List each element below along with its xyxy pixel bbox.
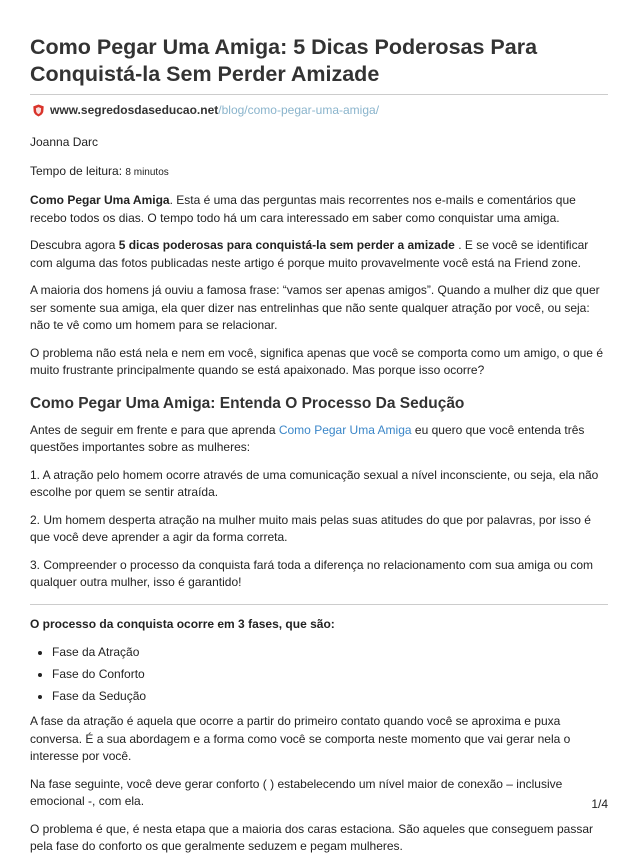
phases-title: O processo da conquista ocorre em 3 fases, que são: (30, 616, 335, 631)
reading-time-label: Tempo de leitura: (30, 163, 123, 178)
paragraph-5 (30, 422, 608, 457)
list-item: • Fase da Atração (52, 643, 608, 661)
p2-before: Descubra agora (30, 238, 119, 252)
source-domain[interactable]: www.segredosdaseducao.net (50, 103, 219, 117)
source-path[interactable]: /blog/como-pegar-uma-amiga/ (218, 103, 380, 117)
p5-before: Antes de seguir em frente e para que aprenda (30, 422, 279, 437)
list-item: • Fase da Sedução (52, 687, 608, 705)
p5-after: eu quero que você entenda três questões importantes sobre as mulheres: (30, 422, 585, 454)
reading-time (30, 163, 608, 182)
point-1: 1. A atração pelo homem ocorre através de uma comunicação sexual a nível inconsciente, ou seja, ela não escolhe por quem se sentir atraída. (30, 467, 599, 499)
paragraph-4: O problema não está nela e nem em você, significa apenas que você se comporta como um amigo, o que é muito frustrante principalmente quando se está apaixonado. Mas porque isso ocorre? (30, 345, 603, 377)
p2-after: . E se você se identificar com alguma das fotos publicadas neste artigo é porque muito provavelmente você está na Friend zone. (30, 238, 589, 270)
document-page (30, 34, 608, 856)
paragraph-3: A maioria dos homens já ouviu a famosa frase: “vamos ser apenas amigos”. Quando a mulher diz que quer ser somente sua amiga, ela quer dizer nas entrelinhas que não sente qualquer atração por você, ou seja: não te vê como um homem para se relacionar. (30, 283, 600, 332)
list-item: • Fase do Conforto (52, 665, 608, 683)
divider (30, 604, 608, 605)
paragraph-2 (30, 237, 608, 272)
article-title: Como Pegar Uma Amiga: 5 Dicas Poderosas Para Conquistá-la Sem Perder Amizade (30, 35, 538, 86)
intro-rest: . Esta é uma das perguntas mais recorrentes nos e-mails e comentários que recebo todos os dias. O tempo todo há um cara interessado em saber como conquistar uma amiga. (30, 193, 576, 225)
paragraph-6: A fase da atração é aquela que ocorre a partir do primeiro contato quando você se aproxima e puxa conversa. É a sua abordagem e a forma como você se comporta neste momento que vai gerar nela o interesse por você. (30, 714, 571, 763)
point-2: 2. Um homem desperta atração na mulher muito mais pelas suas atitudes do que por palavras, por isso é que você deve aprender a agir da forma correta. (30, 512, 591, 544)
shield-icon (32, 104, 45, 117)
intro-bold: Como Pegar Uma Amiga (30, 193, 170, 207)
paragraph-7: Na fase seguinte, você deve gerar conforto ( ) estabelecendo um nível maior de conexão – inclusive emocional -, com ela. (30, 776, 563, 808)
reading-time-value: 8 minutos (125, 166, 169, 178)
page-number: 1/4 (591, 797, 608, 811)
source-line (30, 94, 608, 118)
author: Joanna Darc (30, 135, 99, 149)
p2-bold: 5 dicas poderosas para conquistá-la sem perder a amizade (118, 238, 455, 252)
point-3: 3. Compreender o processo da conquista fará toda a diferença no relacionamento com sua amiga ou com qualquer outra mulher, isso é garantido! (30, 557, 593, 589)
paragraph-8: O problema é que, é nesta etapa que a maioria dos caras estaciona. São aqueles que conseguem passar pela fase do conforto os que geralmente seduzem e pegam mulheres. (30, 821, 594, 853)
phases-list (30, 643, 608, 705)
inline-link[interactable]: Como Pegar Uma Amiga (278, 422, 412, 437)
intro-paragraph (30, 192, 608, 227)
section-heading: Como Pegar Uma Amiga: Entenda O Processo Da Sedução (30, 394, 465, 412)
